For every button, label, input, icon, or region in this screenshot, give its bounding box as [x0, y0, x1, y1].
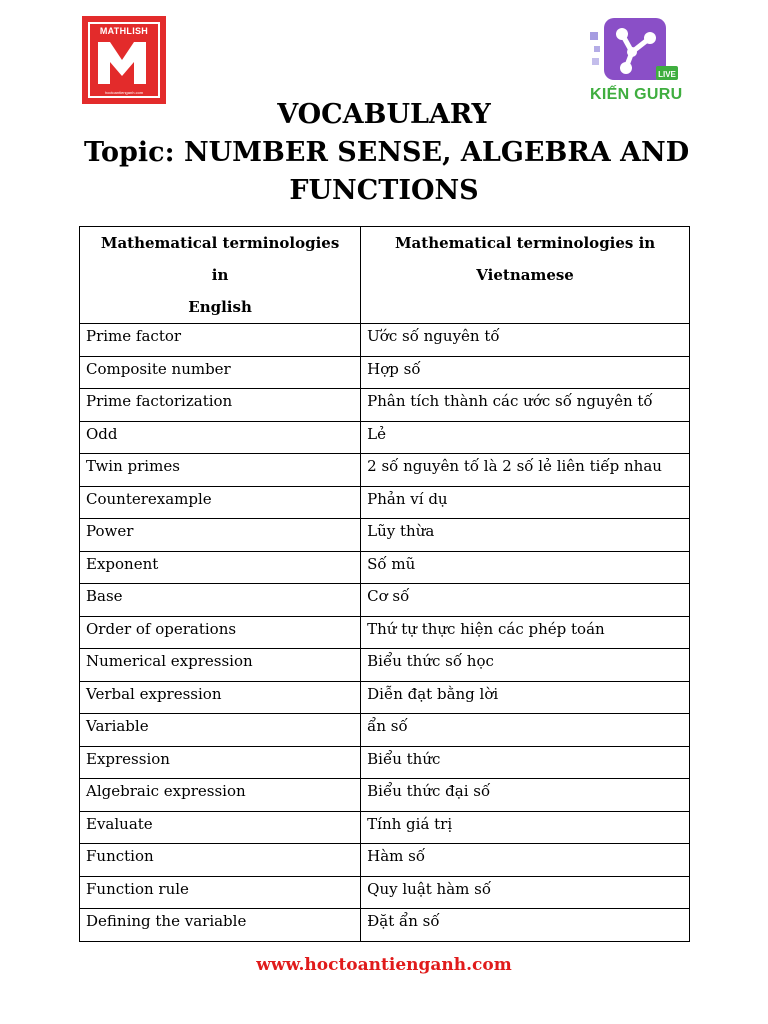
table-row	[80, 844, 690, 877]
term-english: Base	[80, 584, 361, 617]
term-vietnamese: Số mũ	[361, 551, 690, 584]
table-row	[80, 876, 690, 909]
term-english: Composite number	[80, 356, 361, 389]
term-english: Defining the variable	[80, 909, 361, 942]
term-vietnamese: Thứ tự thực hiện các phép toán	[361, 616, 690, 649]
footer-url[interactable]: www.hoctoantienganh.com	[256, 955, 512, 975]
term-english: Prime factorization	[80, 389, 361, 422]
term-vietnamese: Ước số nguyên tố	[361, 324, 690, 357]
term-vietnamese: Diễn đạt bằng lời	[361, 681, 690, 714]
table-row	[80, 584, 690, 617]
table-header-row	[80, 227, 690, 324]
term-vietnamese: Lẻ	[361, 421, 690, 454]
title-line-1: VOCABULARY	[277, 99, 491, 130]
term-vietnamese: ẩn số	[361, 714, 690, 747]
page-title	[84, 96, 690, 210]
term-vietnamese: Hợp số	[361, 356, 690, 389]
term-english: Order of operations	[80, 616, 361, 649]
term-vietnamese: Hàm số	[361, 844, 690, 877]
header-vietnamese	[361, 227, 690, 324]
term-english: Verbal expression	[80, 681, 361, 714]
logo-url: hoctoantienganh.com	[104, 90, 144, 95]
term-vietnamese: 2 số nguyên tố là 2 số lẻ liên tiếp nhau	[361, 454, 690, 487]
table-row	[80, 909, 690, 942]
live-badge: LIVE	[658, 70, 676, 79]
table-row	[80, 746, 690, 779]
kien-guru-logo	[588, 16, 688, 108]
term-english: Twin primes	[80, 454, 361, 487]
term-english: Exponent	[80, 551, 361, 584]
title-line-3: FUNCTIONS	[289, 175, 479, 206]
table-body	[80, 324, 690, 942]
term-english: Odd	[80, 421, 361, 454]
title-line-2: Topic: NUMBER SENSE, ALGEBRA AND	[84, 137, 690, 168]
term-vietnamese: Phản ví dụ	[361, 486, 690, 519]
term-vietnamese: Quy luật hàm số	[361, 876, 690, 909]
term-english: Prime factor	[80, 324, 361, 357]
term-vietnamese: Đặt ẩn số	[361, 909, 690, 942]
term-vietnamese: Biểu thức số học	[361, 649, 690, 682]
kien-guru-wordmark: KIẾN GURU	[590, 86, 683, 103]
term-vietnamese: Phân tích thành các ước số nguyên tố	[361, 389, 690, 422]
term-english: Evaluate	[80, 811, 361, 844]
term-english: Function	[80, 844, 361, 877]
table-row	[80, 811, 690, 844]
table-row	[80, 356, 690, 389]
term-english: Numerical expression	[80, 649, 361, 682]
table-row	[80, 714, 690, 747]
term-english: Algebraic expression	[80, 779, 361, 812]
term-vietnamese: Tính giá trị	[361, 811, 690, 844]
term-english: Variable	[80, 714, 361, 747]
table-row	[80, 454, 690, 487]
header-vietnamese-line1: Mathematical terminologies in	[394, 234, 656, 252]
header-english	[80, 227, 361, 324]
header-vietnamese-line2: Vietnamese	[476, 266, 574, 284]
term-english: Power	[80, 519, 361, 552]
letter-m-icon	[96, 40, 148, 86]
table-row	[80, 616, 690, 649]
logo-wordmark: MATHLISH	[99, 26, 149, 36]
table-row	[80, 324, 690, 357]
term-vietnamese: Cơ số	[361, 584, 690, 617]
table-row	[80, 551, 690, 584]
term-english: Expression	[80, 746, 361, 779]
table-row	[80, 681, 690, 714]
term-vietnamese: Biểu thức đại số	[361, 779, 690, 812]
table-row	[80, 649, 690, 682]
header-english-line2: English	[188, 298, 252, 316]
term-vietnamese: Biểu thức	[361, 746, 690, 779]
header-english-line1: Mathematical terminologies in	[100, 234, 340, 284]
table-row	[80, 779, 690, 812]
term-english: Counterexample	[80, 486, 361, 519]
term-vietnamese: Lũy thừa	[361, 519, 690, 552]
mathlish-logo	[82, 16, 166, 104]
network-nodes-icon	[588, 16, 688, 86]
term-english: Function rule	[80, 876, 361, 909]
vocabulary-table	[79, 226, 690, 942]
table-row	[80, 421, 690, 454]
table-row	[80, 486, 690, 519]
table-row	[80, 519, 690, 552]
table-row	[80, 389, 690, 422]
